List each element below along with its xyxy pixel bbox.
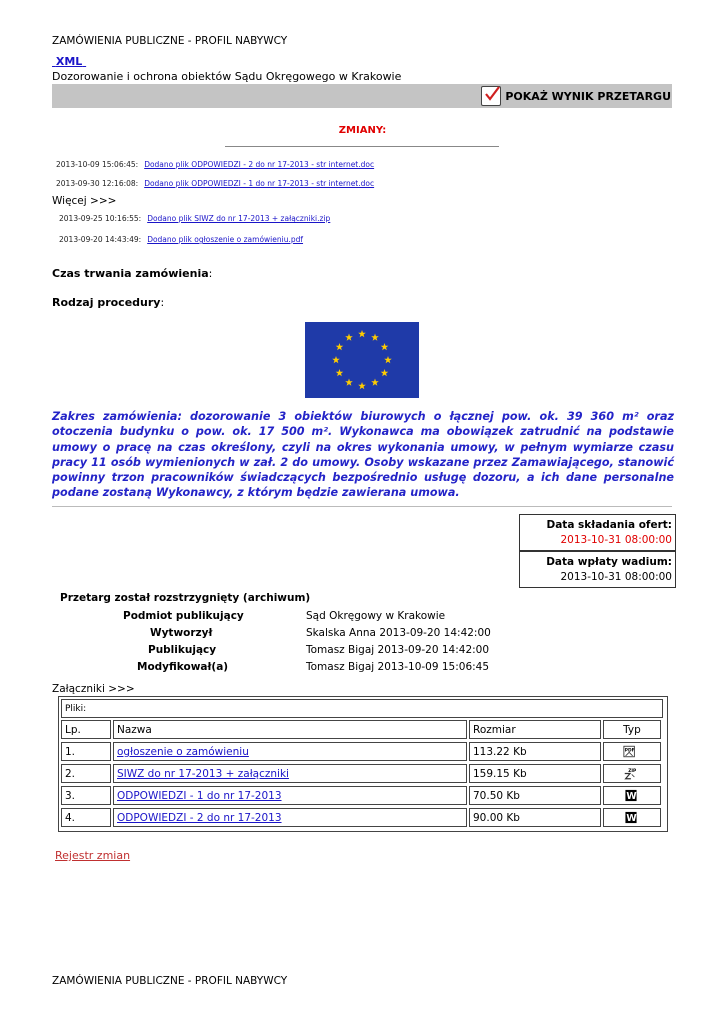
svg-text:ZIP: ZIP (628, 768, 637, 774)
table-row-size: 90.00 Kb (469, 808, 601, 827)
description: Zakres zamówienia: dozorowanie 3 obiektów biurowych o łącznej pow. ok. 39 360 m² oraz otoczenia budynku o pow. ok. 17 500 m². Wykonawca ma obowiązek zatrudnić na podstawie umowy o pracę na czas określony, czyli na okres wykonania umowy, w pełnym wymiarze czasu pracy 11 osób wymienionych w zał. 2 do umowy. Osoby wskazane przez Zamawiającego, stanowić powinny trzon pracowników świadczących bezpośrednio usługę dozoru, a ich dane personalne podane zostaną Wykonawcy, z którym będzie zawierana umowa. (52, 410, 674, 500)
info-value: Tomasz Bigaj 2013-10-09 15:06:45 (306, 661, 490, 673)
info-value: Sąd Okręgowy w Krakowie (306, 610, 446, 622)
action-bar (52, 84, 672, 108)
file-link[interactable]: SIWZ do nr 17-2013 + załączniki (117, 768, 289, 780)
colon: : (208, 267, 213, 280)
table-row-lp: 4. (61, 808, 111, 827)
info-key: Publikujący (148, 644, 217, 656)
svg-text:PDF: PDF (624, 748, 635, 754)
change-date: 2013-09-25 10:16:55: (59, 214, 142, 223)
xml-link[interactable] (52, 55, 86, 68)
change-log (55, 849, 130, 862)
status-text: Przetarg został rozstrzygnięty (archiwum) (60, 592, 311, 604)
site-title: ZAMÓWIENIA PUBLICZNE - PROFIL NABYWCY (52, 35, 288, 47)
change-link[interactable]: Dodano plik SIWZ do nr 17-2013 + załączniki.zip (147, 214, 331, 223)
info-value: Skalska Anna 2013-09-20 14:42:00 (306, 627, 491, 639)
file-link[interactable]: ODPOWIEDZI - 2 do nr 17-2013 (117, 812, 282, 824)
svg-text:W: W (626, 813, 637, 824)
eu-star-icon (358, 330, 366, 337)
show-result-label[interactable]: POKAŻ WYNIK PRZETARGU (505, 89, 671, 103)
change-log-link[interactable]: Rejestr zmian (55, 849, 131, 862)
table-row-lp: 3. (61, 786, 111, 805)
change-link[interactable]: Dodano plik ODPOWIEDZI - 2 do nr 17-2013 - str internet.doc (144, 160, 375, 169)
eu-star-icon (371, 379, 379, 386)
eu-star-icon (332, 356, 340, 363)
show-result-button[interactable] (481, 86, 671, 106)
table-row-size: 113.22 Kb (469, 742, 601, 761)
word-icon[interactable] (624, 811, 638, 824)
eu-star-icon (345, 379, 353, 386)
deposit-date-label: Data wpłaty wadium: (546, 556, 672, 568)
pdf-icon[interactable] (623, 745, 637, 758)
svg-text:W: W (626, 791, 637, 802)
attachments-table (58, 696, 668, 832)
col-header-type: Typ (603, 720, 661, 739)
table-row-type (603, 764, 661, 783)
offers-date-box (519, 514, 676, 551)
xml-link-label[interactable]: XML (55, 55, 83, 68)
info-key: Modyfikował(a) (137, 661, 229, 673)
change-date: 2013-09-20 14:43:49: (59, 235, 142, 244)
offers-date-label: Data składania ofert: (546, 519, 672, 531)
change-item (59, 235, 303, 244)
deposit-date-box (519, 551, 676, 588)
table-row-size: 70.50 Kb (469, 786, 601, 805)
duration-label (52, 267, 212, 280)
word-icon[interactable] (624, 789, 638, 802)
change-item (56, 179, 374, 188)
table-row-type (603, 786, 661, 805)
eu-flag-icon (305, 322, 419, 398)
divider (225, 146, 499, 147)
table-row-size: 159.15 Kb (469, 764, 601, 783)
eu-star-icon (345, 333, 353, 340)
attachments-toggle[interactable]: Załączniki >>> (52, 683, 135, 695)
col-header-size: Rozmiar (469, 720, 601, 739)
eu-star-icon (358, 382, 366, 389)
file-link[interactable]: ogłoszenie o zamówieniu (117, 746, 249, 758)
change-item (56, 160, 374, 169)
deposit-date-value: 2013-10-31 08:00:00 (560, 571, 672, 583)
tender-info (0, 592, 725, 682)
duration-label-text: Czas trwania zamówienia (52, 267, 209, 280)
more-changes-link[interactable]: Więcej >>> (52, 195, 117, 207)
separator (52, 506, 672, 507)
colon: : (160, 296, 165, 309)
table-row-name (113, 742, 467, 761)
changes-heading: ZMIANY: (338, 125, 387, 136)
col-header-name: Nazwa (113, 720, 467, 739)
footer-title: ZAMÓWIENIA PUBLICZNE - PROFIL NABYWCY (52, 975, 288, 987)
procedure-label-text: Rodzaj procedury (52, 296, 161, 309)
table-row-name (113, 808, 467, 827)
procedure-label (52, 296, 164, 309)
change-link[interactable]: Dodano plik ogłoszenie o zamówieniu.pdf (147, 235, 304, 244)
info-key: Podmiot publikujący (123, 610, 244, 622)
table-row-name (113, 764, 467, 783)
eu-star-icon (384, 356, 392, 363)
col-header-lp: Lp. (61, 720, 111, 739)
checkmark-icon (481, 86, 501, 106)
change-item (59, 214, 330, 223)
eu-star-icon (371, 333, 379, 340)
eu-stars (305, 322, 419, 398)
change-link[interactable]: Dodano plik ODPOWIEDZI - 1 do nr 17-2013 - str internet.doc (144, 179, 375, 188)
table-row-name (113, 786, 467, 805)
change-date: 2013-10-09 15:06:45: (56, 160, 139, 169)
tender-title: Dozorowanie i ochrona obiektów Sądu Okręgowego w Krakowie (52, 70, 402, 83)
table-row-type (603, 742, 661, 761)
file-link[interactable]: ODPOWIEDZI - 1 do nr 17-2013 (117, 790, 282, 802)
info-key: Wytworzył (150, 627, 213, 639)
table-row-lp: 2. (61, 764, 111, 783)
eu-star-icon (381, 369, 389, 376)
eu-star-icon (336, 343, 344, 350)
files-caption: Pliki: (61, 699, 663, 718)
offers-date-value: 2013-10-31 08:00:00 (560, 534, 672, 546)
zip-icon[interactable] (623, 767, 637, 780)
change-date: 2013-09-30 12:16:08: (56, 179, 139, 188)
table-row-type (603, 808, 661, 827)
eu-star-icon (336, 369, 344, 376)
table-row-lp: 1. (61, 742, 111, 761)
eu-star-icon (381, 343, 389, 350)
info-value: Tomasz Bigaj 2013-09-20 14:42:00 (306, 644, 490, 656)
